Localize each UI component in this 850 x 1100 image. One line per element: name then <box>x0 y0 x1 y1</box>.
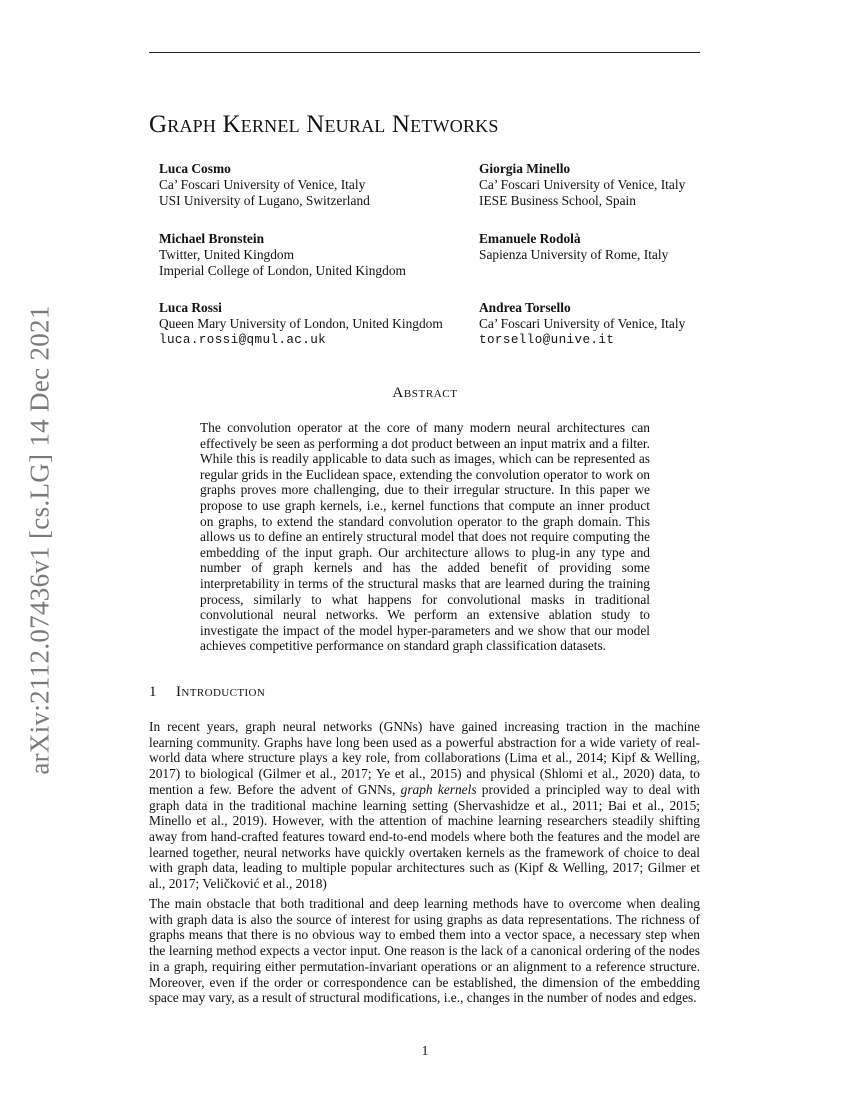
author-block <box>479 300 685 348</box>
emphasis-graph-kernels: graph kernels <box>400 781 477 797</box>
author-block <box>159 231 406 279</box>
author-block <box>159 300 443 348</box>
author-affiliation: Queen Mary University of London, United Kingdom <box>159 316 443 331</box>
arxiv-identifier: arXiv:2112.07436v1 [cs.LG] 14 Dec 2021 <box>24 305 55 775</box>
intro-paragraph-2: The main obstacle that both traditional and deep learning methods have to overcome when dealing with graph data is also the source of interest for using graphs as data representations. The richness of graphs means that there is no obvious way to embed them into a vector space, a necessary step when the learning method expects a vector input. One reason is the lack of a canonical ordering of the nodes in a graph, requiring either permutation-invariant operations or an alignment to a reference structure. Moreover, even if the order or correspondence can be established, the dimension of the embedding space may vary, as a result of structural modifications, i.e., changes in the number of nodes and edges. <box>149 896 700 1006</box>
author-affiliation: Ca’ Foscari University of Venice, Italy <box>479 177 686 192</box>
paper-title: Graph Kernel Neural Networks <box>149 111 499 138</box>
abstract-text: The convolution operator at the core of many modern neural architectures can effectively be seen as performing a dot product between an input matrix and a filter. While this is readily applicable to data such as images, which can be represented as regular grids in the Euclidean space, extending the convolution operator to work on graphs proves more challenging, due to their irregular structure. In this paper we propose to use graph kernels, i.e., kernel functions that compute an inner product on graphs, to extend the standard convolution operator to the graph domain. This allows us to define an entirely structural model that does not require computing the embedding of the input graph. Our architecture allows to plug-in any type and number of graph kernels and has the added benefit of providing some interpretability in terms of the structural masks that are learned during the training process, similarly to what happens for convolutional masks in traditional convolutional neural networks. We perform an extensive ablation study to investigate the impact of the model hyper-parameters and we show that our model achieves competitive performance on standard graph classification datasets. <box>200 420 650 654</box>
author-block <box>479 161 685 209</box>
author-name: Emanuele Rodolà <box>479 231 581 246</box>
author-block <box>479 231 668 263</box>
section-title: Introduction <box>176 684 266 700</box>
section-number: 1 <box>149 684 157 700</box>
author-name: Giorgia Minello <box>479 161 571 176</box>
author-block <box>159 161 370 209</box>
author-name: Luca Rossi <box>159 300 222 315</box>
author-name: Luca Cosmo <box>159 161 231 176</box>
author-affiliation: USI University of Lugano, Switzerland <box>159 193 370 208</box>
author-name: Andrea Torsello <box>479 300 571 315</box>
author-email[interactable]: torsello@unive.it <box>479 333 615 347</box>
author-affiliation: Twitter, United Kingdom <box>159 247 295 262</box>
abstract-heading: Abstract <box>392 385 458 401</box>
top-rule <box>149 52 700 53</box>
author-affiliation: Sapienza University of Rome, Italy <box>479 247 669 262</box>
author-affiliation: Ca’ Foscari University of Venice, Italy <box>159 177 366 192</box>
author-email[interactable]: luca.rossi@qmul.ac.uk <box>159 333 327 347</box>
author-affiliation: IESE Business School, Spain <box>479 193 636 208</box>
page-number: 1 <box>421 1043 429 1058</box>
author-affiliation: Imperial College of London, United Kingdom <box>159 263 406 278</box>
author-affiliation: Ca’ Foscari University of Venice, Italy <box>479 316 686 331</box>
intro-paragraph-1: In recent years, graph neural networks (GNNs) have gained increasing traction in the machine learning community. Graphs have long been used as a powerful abstraction for a wide variety of real-world data where structure plays a key role, from collaborations (Lima et al., 2014; Kipf & Welling, 2017) to biological (Gilmer et al., 2017; Ye et al., 2015) and physical (Shlomi et al., 2020) data, to mention a few. Before the advent of GNNs, graph kernels provided a principled way to deal with graph data in the traditional machine learning setting (Shervashidze et al., 2011; Bai et al., 2015; Minello et al., 2019). However, with the attention of machine learning researchers steadily shifting away from hand-crafted features toward end-to-end models where both the features and the model are learned together, neural networks have quickly overtaken kernels as the framework of choice to deal with graph data, leading to multiple popular architectures such as (Kipf & Welling, 2017; Gilmer et al., 2017; Veličković et al., 2018) <box>149 719 700 892</box>
section-heading <box>149 683 265 701</box>
author-name: Michael Bronstein <box>159 231 265 246</box>
